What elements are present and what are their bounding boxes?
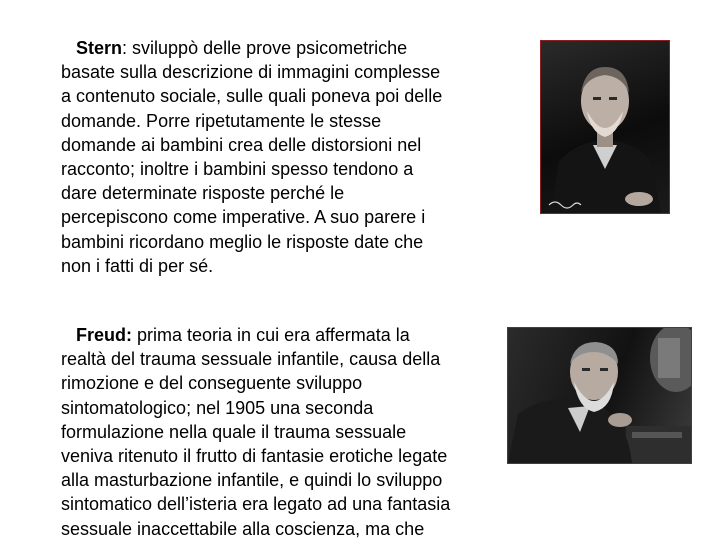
freud-line: Freud: prima teoria in cui era affermata la (76, 325, 410, 345)
stern-line: domande ai bambini crea delle distorsioni nel (61, 134, 422, 155)
stern-paragraph (61, 36, 442, 278)
freud-line: sessuale inaccettabile alla coscienza, ma che (61, 518, 425, 539)
stern-name: Stern (76, 38, 123, 58)
freud-line: formulazione nella quale il trauma sessuale (61, 421, 407, 442)
stern-line: domande. Porre ripetutamente le stesse (61, 110, 382, 131)
stern-line: percepiscono come imperative. A suo parere i (61, 207, 426, 228)
stern-line: bambini ricordano meglio le risposte date che (61, 231, 424, 252)
freud-line: rimozione e del conseguente sviluppo (61, 373, 363, 394)
stern-line: non i fatti di per sé. (61, 255, 214, 276)
stern-line: Stern: sviluppò delle prove psicometriche (76, 38, 408, 58)
freud-paragraph (61, 323, 450, 541)
freud-line: alla masturbazione infantile, e quindi lo sviluppo (61, 470, 443, 491)
stern-portrait-image (541, 41, 669, 213)
stern-line: basate sulla descrizione di immagini complesse (61, 62, 441, 83)
freud-portrait-image (508, 328, 691, 463)
freud-line: sintomatologico; nel 1905 una seconda (61, 397, 374, 418)
freud-name: Freud: (76, 325, 133, 345)
freud-line: realtà del trauma sessuale infantile, causa della (61, 349, 441, 370)
freud-line: veniva ritenuto il frutto di fantasie erotiche legate (61, 446, 448, 467)
freud-line: sintomatico dell’isteria era legato ad una fantasia (61, 494, 451, 515)
stern-portrait-photo (540, 40, 670, 214)
stern-line: dare determinate risposte perché le (61, 183, 345, 204)
freud-portrait-photo (507, 327, 692, 464)
stern-line: a contenuto sociale, sulle quali poneva poi delle (61, 86, 443, 107)
stern-line: racconto; inoltre i bambini spesso tendono a (61, 159, 414, 180)
